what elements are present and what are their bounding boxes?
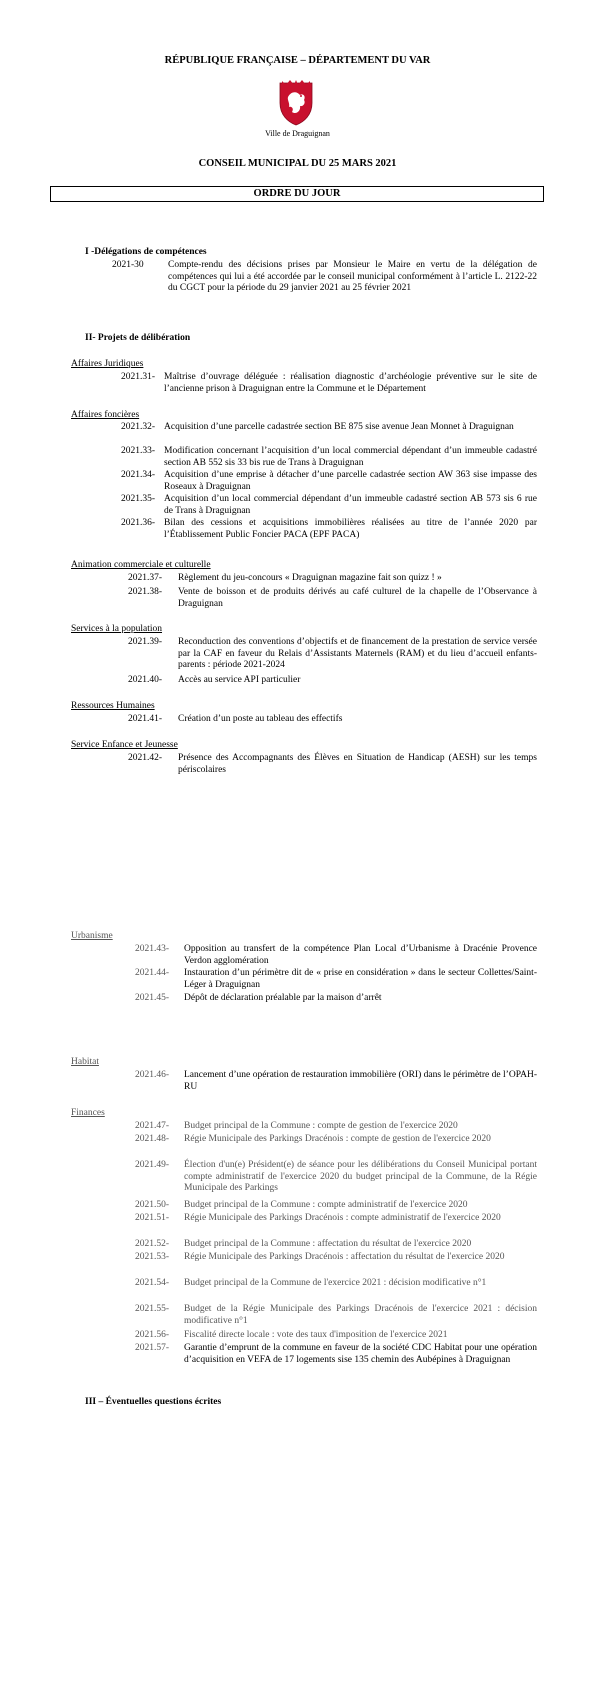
item-number: 2021.37- (128, 573, 163, 583)
category-heading: Animation commerciale et culturelle (71, 560, 211, 570)
item-number: 2021.54- (135, 1278, 170, 1288)
item-number: 2021.36- (121, 518, 156, 528)
item-text: Régie Municipale des Parkings Dracénois : affectation du résultat de l'exercice 2020 (184, 1252, 505, 1262)
item-number: 2021.52- (135, 1239, 170, 1249)
item-number: 2021.49- (135, 1160, 170, 1170)
item-text: Budget principal de la Commune de l'exercice 2021 : décision modificative n°1 (184, 1278, 487, 1288)
item-number: 2021.31- (121, 372, 156, 382)
item-number: 2021-30 (112, 260, 144, 270)
item-text: Acquisition d’une emprise à détacher d’une parcelle cadastrée section AW 363 sise impasse des Roseaux à Draguignan (164, 470, 537, 492)
item-text: Règlement du jeu-concours « Draguignan magazine fait son quizz ! » (178, 573, 442, 583)
item-number: 2021.56- (135, 1330, 170, 1340)
item-text: Acquisition d’une parcelle cadastrée section BE 875 sise avenue Jean Monnet à Draguignan (164, 422, 514, 432)
item-text: Garantie d’emprunt de la commune en faveur de la société CDC Habitat pour une opération d’acquisition en VEFA de 17 logements sise 135 chemin des Aubépines à Draguignan (184, 1343, 537, 1365)
section-heading: III – Éventuelles questions écrites (85, 1397, 222, 1407)
item-number: 2021.38- (128, 587, 163, 597)
category-heading: Finances (71, 1108, 105, 1118)
item-text: Reconduction des conventions d’objectifs et de financement de la prestation de service versée par la CAF en faveur du Relais d’Assistants Maternels (RAM) et du lieu d’accueil enfants-parents : période 2021-2024 (178, 637, 537, 670)
item-number: 2021.42- (128, 753, 163, 763)
category-heading: Affaires Juridiques (71, 359, 144, 369)
item-number: 2021.43- (135, 944, 170, 954)
item-text: Modification concernant l’acquisition d’un local commercial dépendant d’un immeuble cadastré section AB 552 sis 33 bis rue de Trans à Draguignan (164, 446, 537, 468)
city-name: Ville de Draguignan (265, 129, 330, 138)
item-text: Bilan des cessions et acquisitions immobilières réalisées au titre de l’année 2020 par l’Établissement Public Foncier PACA (EPF PACA) (164, 518, 537, 540)
item-number: 2021.55- (135, 1304, 170, 1314)
item-text: Présence des Accompagnants des Élèves en Situation de Handicap (AESH) sur les temps périscolaires (178, 753, 537, 775)
item-text: Budget principal de la Commune : affectation du résultat de l'exercice 2020 (184, 1239, 472, 1249)
category-heading: Urbanisme (71, 931, 113, 941)
item-number: 2021.47- (135, 1121, 170, 1131)
item-text: Vente de boisson et de produits dérivés au café culturel de la chapelle de l’Observance à Draguignan (178, 587, 537, 609)
category-heading: Services à la population (71, 624, 163, 634)
item-text: Lancement d’une opération de restauration immobilière (ORI) dans le périmètre de l’OPAH-RU (184, 1070, 537, 1092)
item-text: Budget principal de la Commune : compte de gestion de l'exercice 2020 (184, 1121, 458, 1131)
item-number: 2021.44- (135, 968, 170, 978)
item-number: 2021.40- (128, 675, 163, 685)
item-number: 2021.57- (135, 1343, 170, 1353)
coat-of-arms-icon (276, 79, 316, 127)
agenda-title: ORDRE DU JOUR (50, 186, 544, 202)
item-text: Acquisition d’un local commercial dépendant d’un immeuble cadastré section AB 573 sis 6 rue de Trans à Draguignan (164, 494, 537, 516)
section-heading: II- Projets de délibération (85, 333, 191, 343)
item-text: Budget de la Régie Municipale des Parkings Dracénois de l'exercice 2021 : décision modificative n°1 (184, 1304, 537, 1326)
item-text: Maîtrise d’ouvrage déléguée : réalisation diagnostic d’archéologie préventive sur le site de l’ancienne prison à Draguignan entre la Commune et le Département (164, 372, 537, 394)
item-number: 2021.51- (135, 1213, 170, 1223)
category-heading: Ressources Humaines (71, 701, 155, 711)
item-number: 2021.48- (135, 1134, 170, 1144)
item-number: 2021.41- (128, 714, 163, 724)
item-text: Régie Municipale des Parkings Dracénois : compte administratif de l'exercice 2020 (184, 1213, 501, 1223)
item-number: 2021.32- (121, 422, 156, 432)
category-heading: Service Enfance et Jeunesse (71, 740, 178, 750)
header-title: RÉPUBLIQUE FRANÇAISE – DÉPARTEMENT DU VAR (164, 55, 431, 66)
item-text: Compte-rendu des décisions prises par Monsieur le Maire en vertu de la délégation de compétences qui lui a été accordée par le conseil municipal conformément à l’article L. 2122-22 du CGCT pour la période du 29 janvier 2021 au 25 février 2021 (168, 260, 537, 293)
item-text: Instauration d’un périmètre dit de « prise en considération » dans le secteur Collettes/Saint-Léger à Draguignan (184, 968, 537, 990)
item-text: Création d’un poste au tableau des effectifs (178, 714, 343, 724)
item-text: Élection d'un(e) Président(e) de séance pour les délibérations du Conseil Municipal portant compte administratif de l'exercice 2020 du budget principal de la Commune, de la Régie Municipale des Parkings (184, 1160, 537, 1193)
item-number: 2021.39- (128, 637, 163, 647)
item-number: 2021.33- (121, 446, 156, 456)
section-heading: I -Délégations de compétences (85, 247, 207, 257)
item-number: 2021.46- (135, 1070, 170, 1080)
item-number: 2021.35- (121, 494, 156, 504)
category-heading: Habitat (71, 1057, 99, 1067)
item-text: Budget principal de la Commune : compte administratif de l'exercice 2020 (184, 1200, 468, 1210)
item-text: Fiscalité directe locale : vote des taux d'imposition de l'exercice 2021 (184, 1330, 448, 1340)
council-title: CONSEIL MUNICIPAL DU 25 MARS 2021 (198, 158, 397, 169)
item-number: 2021.34- (121, 470, 156, 480)
item-text: Dépôt de déclaration préalable par la maison d’arrêt (184, 993, 382, 1003)
item-text: Opposition au transfert de la compétence Plan Local d’Urbanisme à Dracénie Provence Verdon agglomération (184, 944, 537, 966)
item-number: 2021.53- (135, 1252, 170, 1262)
item-number: 2021.45- (135, 993, 170, 1003)
item-text: Régie Municipale des Parkings Dracénois : compte de gestion de l'exercice 2020 (184, 1134, 491, 1144)
item-text: Accès au service API particulier (178, 675, 301, 685)
item-number: 2021.50- (135, 1200, 170, 1210)
category-heading: Affaires foncières (71, 410, 140, 420)
